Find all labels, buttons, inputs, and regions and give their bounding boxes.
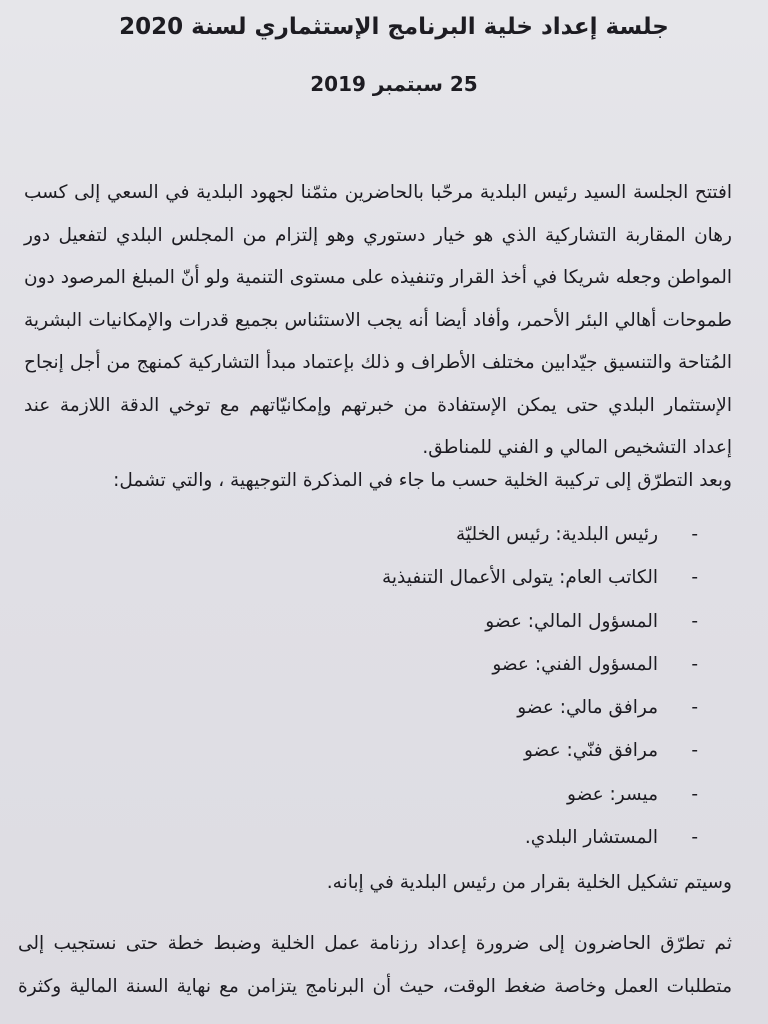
bullet-dash: - [691,783,698,805]
intro-paragraph: افتتح الجلسة السيد رئيس البلدية مرحّبا بالحاضرين مثمّنا لجهود البلدية في السعي إلى كسب رهان المقاربة التشاركية الذي هو خيار دستوري وهو إلتزام من المجلس البلدي لتفعيل دور المواطن وجعله شريكا في أخذ القرار وتنفيذه على مستوى التنمية ولو أنّ المبلغ المرصود دون طموحات أهالي البئر الأحمر، وأفاد أيضا أنه يجب الاستئناس بجميع قدرات والإمكانيات البشرية المُتاحة والتنسيق جيّدابين مختلف الأطراف و ذلك بإعتماد مبدأ التشاركية كمنهج من أجل إنجاح الإستثمار البلدي حتى يمكن الإستفادة من خبرتهم وإمكانيّاتهم مع توخي الدقة اللازمة عند إعداد التشخيص المالي و الفني للمناطق. [24,182,732,458]
member-text: ميسر: عضو [567,783,658,805]
list-item [238,780,698,823]
bullet-dash: - [691,697,698,719]
followup-paragraph: ثم تطرّق الحاضرون إلى ضرورة إعداد رزنامة عمل الخلية وضبط خطة حتى نستجيب إلى متطلبات العمل وخاصة ضغط الوقت، حيث أن البرنامج يتزامن مع نهاية السنة المالية وكثرة [18,933,732,997]
member-text: رئيس البلدية: رئيس الخليّة [456,524,658,545]
list-item [238,693,698,736]
document-date: 25 سبتمبر 2019 [310,72,478,96]
list-item [238,650,698,693]
list-item [238,563,698,606]
bullet-dash: - [691,827,698,849]
member-text: المستشار البلدي. [524,827,658,849]
list-item [238,736,698,779]
member-text: مرافق مالي: عضو [517,697,658,719]
list-item [238,607,698,650]
document-title: جلسة إعداد خلية البرنامج الإستثماري لسنة 2020 [119,14,669,40]
bullet-dash: - [691,567,698,589]
member-text: مرافق فنّي: عضو [523,740,658,762]
closing-sentence: وسيتم تشكيل الخلية بقرار من رئيس البلدية في إبانه. [326,872,732,893]
list-item [238,823,698,866]
members-list [238,520,698,866]
list-item [238,520,698,563]
member-text: المسؤول المالي: عضو [485,610,658,632]
composition-lead: وبعد التطرّق إلى تركيبة الخلية حسب ما جاء في المذكرة التوجيهية ، والتي تشمل: [113,470,732,491]
bullet-dash: - [691,610,698,632]
bullet-dash: - [691,524,698,545]
bullet-dash: - [691,653,698,675]
bullet-dash: - [691,740,698,762]
member-text: المسؤول الفني: عضو [492,653,658,675]
member-text: الكاتب العام: يتولى الأعمال التنفيذية [381,567,658,589]
